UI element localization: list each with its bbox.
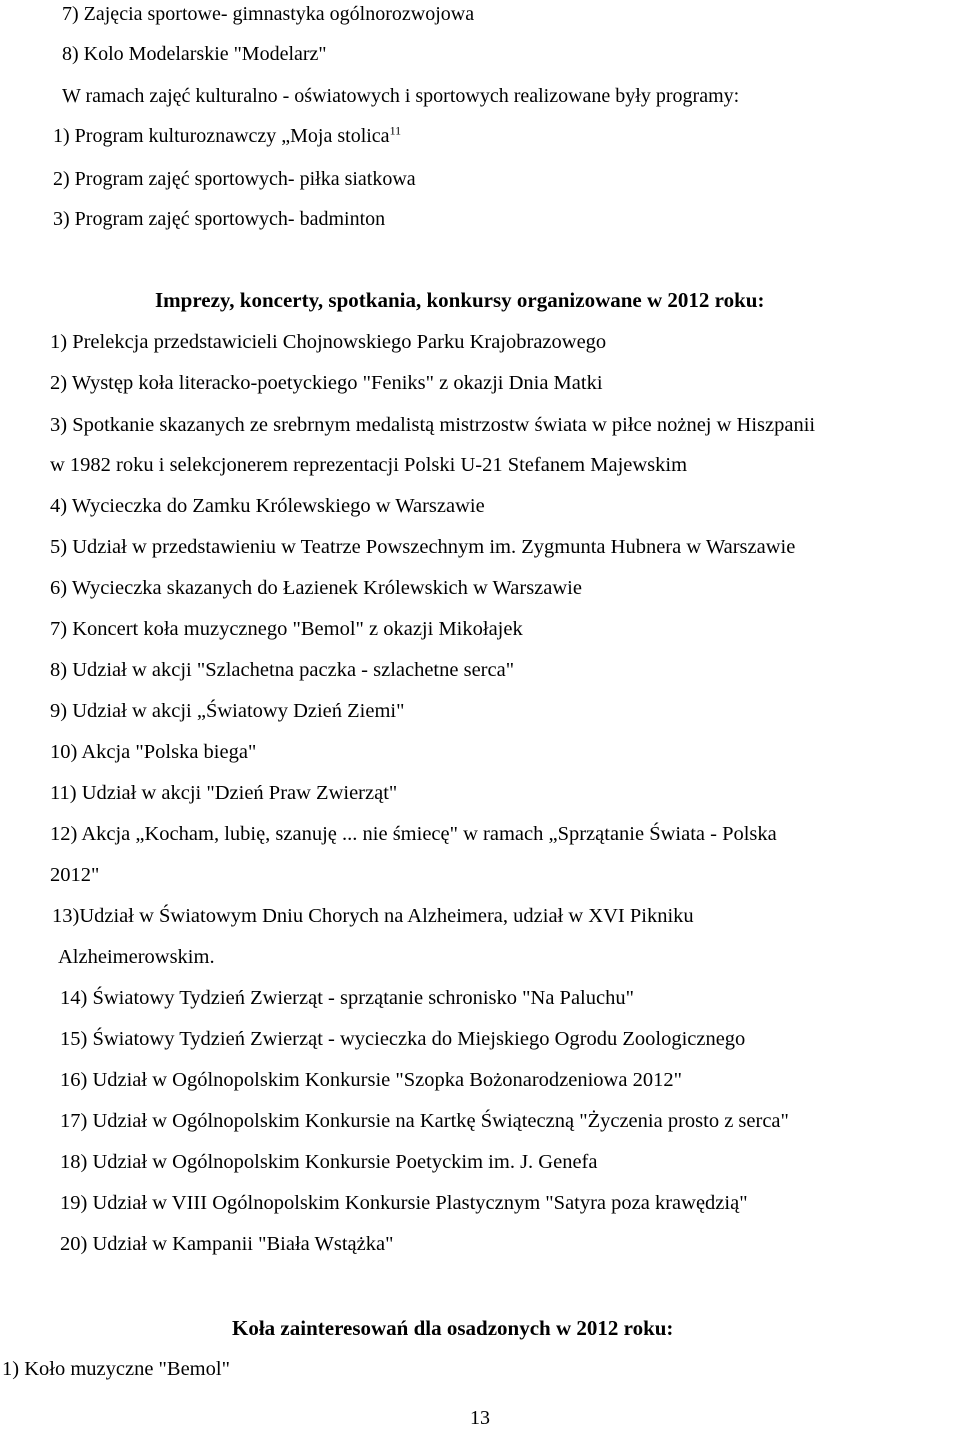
list-item: 6) Wycieczka skazanych do Łazienek Królewskich w Warszawie	[50, 577, 582, 599]
list-item: 16) Udział w Ogólnopolskim Konkursie "Szopka Bożonarodzeniowa 2012"	[60, 1069, 682, 1091]
list-item: 7) Zajęcia sportowe- gimnastyka ogólnorozwojowa	[62, 3, 475, 25]
list-item: 1) Prelekcja przedstawicieli Chojnowskiego Parku Krajobrazowego	[50, 331, 607, 353]
list-item: 14) Światowy Tydzień Zwierząt - sprzątanie schronisko "Na Paluchu"	[60, 987, 634, 1009]
section-heading: Koła zainteresowań dla osadzonych w 2012 roku:	[232, 1316, 674, 1340]
list-item: 20) Udział w Kampanii "Biała Wstążka"	[60, 1233, 394, 1255]
list-item: 10) Akcja "Polska biega"	[50, 741, 257, 763]
list-item: 4) Wycieczka do Zamku Królewskiego w Warszawie	[50, 495, 485, 517]
program-label: 1) Program kulturoznawczy „Moja stolica	[53, 125, 390, 147]
list-item: 15) Światowy Tydzień Zwierząt - wycieczka do Miejskiego Ogrodu Zoologicznego	[60, 1028, 746, 1050]
section-heading: Imprezy, koncerty, spotkania, konkursy organizowane w 2012 roku:	[155, 288, 765, 312]
program-item: 3) Program zajęć sportowych- badminton	[53, 208, 386, 230]
list-item: 13)Udział w Światowym Dniu Chorych na Alzheimera, udział w XVI Pikniku	[52, 905, 694, 927]
list-item: 8) Udział w akcji "Szlachetna paczka - szlachetne serca"	[50, 659, 515, 681]
list-item: 9) Udział w akcji „Światowy Dzień Ziemi"	[50, 700, 405, 722]
list-item-continuation: Alzheimerowskim.	[58, 946, 215, 968]
list-item: 19) Udział w VIII Ogólnopolskim Konkursie Plastycznym "Satyra poza krawędzią"	[60, 1192, 748, 1214]
list-item: 8) Kolo Modelarskie "Modelarz"	[62, 43, 327, 65]
list-item: 18) Udział w Ogólnopolskim Konkursie Poetyckim im. J. Genefa	[60, 1151, 598, 1173]
list-item: 1) Koło muzyczne "Bemol"	[2, 1358, 230, 1380]
list-item: 11) Udział w akcji "Dzień Praw Zwierząt"	[50, 782, 398, 804]
list-item: 5) Udział w przedstawieniu w Teatrze Powszechnym im. Zygmunta Hubnera w Warszawie	[50, 536, 796, 558]
list-item: 3) Spotkanie skazanych ze srebrnym medalistą mistrzostw świata w piłce nożnej w Hiszpanii	[50, 414, 816, 436]
program-item	[53, 124, 401, 148]
page-number: 13	[470, 1407, 490, 1429]
list-item: 2) Występ koła literacko-poetyckiego "Feniks" z okazji Dnia Matki	[50, 372, 603, 394]
list-item: 12) Akcja „Kocham, lubię, szanuję ... nie śmiecę" w ramach „Sprzątanie Świata - Polska	[50, 823, 777, 845]
list-item: 17) Udział w Ogólnopolskim Konkursie na Kartkę Świąteczną "Życzenia prosto z serca"	[60, 1110, 789, 1132]
footnote-marker: 11	[389, 123, 402, 138]
list-item-continuation: w 1982 roku i selekcjonerem reprezentacji Polski U-21 Stefanem Majewskim	[50, 454, 688, 476]
intro-text: W ramach zajęć kulturalno - oświatowych i sportowych realizowane były programy:	[62, 85, 740, 107]
program-item: 2) Program zajęć sportowych- piłka siatkowa	[53, 168, 416, 190]
list-item: 7) Koncert koła muzycznego "Bemol" z okazji Mikołajek	[50, 618, 523, 640]
list-item-continuation: 2012"	[50, 864, 100, 886]
